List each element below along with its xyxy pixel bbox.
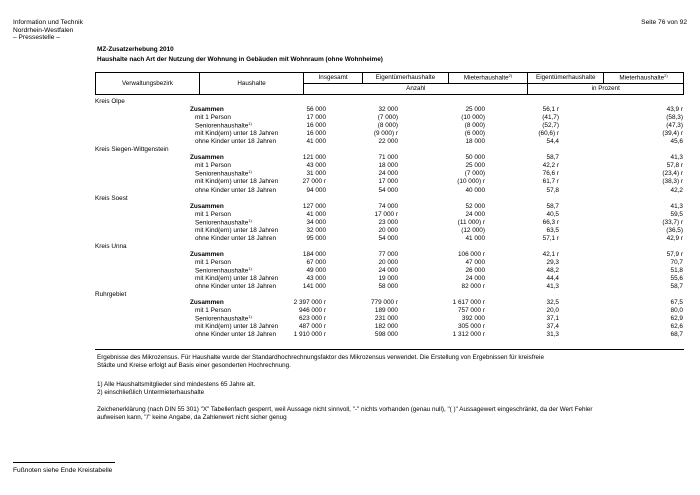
cell-value: (7 000) (377, 114, 398, 122)
cell-value: 66,3 r (542, 218, 559, 226)
cell-value: 24 000 (465, 210, 485, 218)
cell-value: 16 000 (306, 130, 326, 138)
table-title: Haushalte nach Art der Nutzung der Wohnung in Gebäuden mit Wohnraum (ohne Wohnheime) (97, 56, 383, 63)
region-row (95, 243, 684, 251)
region-name: Kreis Olpe (95, 98, 125, 105)
cell-value: 141 000 (302, 283, 326, 291)
cell-value: (10 000) r (457, 178, 485, 186)
cell-value: 31 000 (306, 170, 326, 178)
table-row (95, 162, 684, 170)
region-name: Kreis Unna (95, 242, 127, 250)
cell-value: 47 000 (465, 258, 485, 266)
table-row (95, 331, 684, 339)
cell-value: 57,8 (546, 186, 559, 194)
cell-value: 54 000 (378, 234, 398, 242)
table-row (95, 267, 684, 275)
source-note (97, 354, 544, 370)
col-header-household: Haushalte (200, 73, 304, 95)
table-row (95, 106, 684, 114)
cell-value: 95 000 (306, 234, 326, 242)
footnote-2: 2) einschließlich Untermieterhaushalte (97, 389, 205, 396)
cell-value: 41 000 (306, 138, 326, 146)
cell-value: 57,1 r (542, 234, 559, 242)
cell-value: 20,0 (546, 307, 559, 315)
table-row (95, 251, 684, 259)
household-type-label: ohne Kinder unter 18 Jahren (195, 138, 277, 146)
cell-value: 24 000 (465, 275, 485, 283)
cell-value: 42,1 r (542, 250, 559, 258)
cell-value: 18 000 (378, 162, 398, 170)
cell-value: 17 000 (378, 178, 398, 186)
cell-value: 189 000 (374, 307, 398, 315)
cell-value: 77 000 (378, 250, 398, 258)
table-row (95, 323, 684, 331)
cell-value: 779 000 r (370, 299, 398, 307)
cell-value: (41,7) (542, 114, 559, 122)
household-type-label: Seniorenhaushalte$^{1)}$ (195, 314, 252, 323)
cell-value: (6 000) (464, 130, 485, 138)
table-row (95, 154, 684, 162)
cell-value: 41,3 (546, 283, 559, 291)
cell-value: 34 000 (306, 218, 326, 226)
cell-value: (7 000) (464, 170, 485, 178)
col-header-region: Verwaltungsbezirk (96, 73, 200, 95)
cell-value: 67 000 (306, 258, 326, 266)
region-row (95, 291, 684, 299)
cell-value: (10 000) (461, 114, 485, 122)
cell-value: (60,6) r (538, 130, 559, 138)
region-row (95, 98, 684, 106)
cell-value: 45,6 (670, 138, 683, 146)
cell-value: 623 000 r (298, 315, 326, 323)
table-row (95, 170, 684, 178)
household-type-label: Zusammen (190, 106, 224, 114)
cell-value: 62,9 (670, 315, 683, 323)
cell-value: 63,5 (546, 226, 559, 234)
household-type-label: Seniorenhaushalte$^{1)}$ (195, 169, 252, 178)
household-type-label: mit Kind(ern) unter 18 Jahren (195, 323, 279, 331)
cell-value: 43,9 r (666, 106, 683, 114)
table-row (95, 315, 684, 323)
cell-value: (33,7) r (662, 218, 683, 226)
household-type-label: mit Kind(ern) unter 18 Jahren (195, 226, 279, 234)
household-type-label: Zusammen (190, 299, 224, 307)
cell-value: (23,4) r (662, 170, 683, 178)
cell-value: 76,6 r (542, 170, 559, 178)
cell-value: 757 000 r (457, 307, 485, 315)
cell-value: (36,5) (666, 226, 683, 234)
household-type-label: mit Kind(ern) unter 18 Jahren (195, 178, 279, 186)
cell-value: 25 000 (465, 162, 485, 170)
household-type-label: ohne Kinder unter 18 Jahren (195, 186, 277, 194)
unit-percent: in Prozent (528, 84, 684, 95)
survey-title: MZ-Zusatzerhebung 2010 (97, 46, 174, 53)
cell-value: 58 000 (378, 283, 398, 291)
cell-value: 392 000 (461, 315, 485, 323)
cell-value: 24 000 (378, 170, 398, 178)
col-header-owner-pct: Eigentümerhaushalte (528, 73, 604, 84)
source-note-line-2: Städte und Kreise erfolgt auf Basis einer gesonderten Hochrechnung. (97, 362, 291, 369)
cell-value: 42,2 (670, 186, 683, 194)
cell-value: 67,5 (670, 299, 683, 307)
table-row (95, 122, 684, 130)
cell-value: (39,4) r (662, 130, 683, 138)
cell-value: 946 000 r (298, 307, 326, 315)
unit-count: Anzahl (304, 84, 528, 95)
household-type-label: ohne Kinder unter 18 Jahren (195, 234, 277, 242)
col-header-tenant-pct: Mieterhaushalte$^{2)}$ (604, 73, 684, 84)
cell-value: 55,6 (670, 275, 683, 283)
region-name: Kreis Soest (95, 194, 128, 202)
table-row (95, 283, 684, 291)
cell-value: (47,3) (666, 122, 683, 130)
table-body (95, 98, 684, 339)
table-row (95, 138, 684, 146)
cell-value: (8 000) (377, 122, 398, 130)
household-type-label: Zusammen (190, 154, 224, 162)
table-row (95, 259, 684, 267)
cell-value: 57,8 r (666, 162, 683, 170)
household-type-label: Seniorenhaushalte$^{1)}$ (195, 121, 252, 130)
cell-value: 54 000 (378, 186, 398, 194)
footnotes (97, 381, 255, 397)
region-row (95, 195, 684, 203)
source-note-line-1: Ergebnisse des Mikrozensus. Für Haushalte wurde der Standardhochrechnungsfaktor des Mikrozensus verwendet. Die Erstellung von Ergebnissen für kreisfreie (97, 354, 544, 361)
cell-value: 57,9 r (666, 250, 683, 258)
footnote-1: 1) Alle Haushaltsmitglieder sind mindestens 65 Jahre alt. (97, 381, 256, 388)
cell-value: 1 312 000 r (452, 331, 485, 339)
symbol-legend-line-2: aufweisen kann, "/" keine Angabe, da Zahlenwert nicht sicher genug (97, 414, 287, 421)
cell-value: 37,4 (546, 323, 559, 331)
cell-value: 68,7 (670, 331, 683, 339)
cell-value: 48,2 (546, 266, 559, 274)
cell-value: 25 000 (465, 106, 485, 114)
col-header-tenant: Mieterhaushalte$^{2)}$ (448, 73, 528, 84)
cell-value: 32 000 (306, 226, 326, 234)
cell-value: 23 000 (378, 218, 398, 226)
cell-value: 305 000 r (457, 323, 485, 331)
footer-note: Fußnoten siehe Ende Kreistabelle (13, 467, 113, 474)
table-bottom-rule (95, 349, 684, 350)
cell-value: 17 000 (306, 114, 326, 122)
cell-value: 37,1 (546, 315, 559, 323)
cell-value: 42,2 r (542, 162, 559, 170)
cell-value: 41 000 (306, 210, 326, 218)
page-number: Seite 76 von 92 (641, 19, 687, 26)
cell-value: 231 000 (374, 315, 398, 323)
cell-value: 62,6 (670, 323, 683, 331)
cell-value: 58,7 (546, 202, 559, 210)
cell-value: 58,7 (670, 283, 683, 291)
cell-value: 24 000 (378, 266, 398, 274)
household-type-label: Seniorenhaushalte$^{1)}$ (195, 265, 252, 275)
symbol-legend (97, 406, 593, 422)
cell-value: 19 000 (378, 275, 398, 283)
cell-value: 20 000 (378, 226, 398, 234)
household-type-label: Zusammen (190, 250, 224, 258)
cell-value: (38,3) r (662, 178, 683, 186)
household-type-label: Seniorenhaushalte$^{1)}$ (195, 217, 252, 227)
cell-value: 32 000 (378, 106, 398, 114)
cell-value: 52 000 (465, 202, 485, 210)
table-row (95, 307, 684, 315)
cell-value: (58,3) (666, 114, 683, 122)
cell-value: 127 000 (302, 202, 326, 210)
table-row (95, 187, 684, 195)
household-type-label: mit Kind(ern) unter 18 Jahren (195, 275, 279, 283)
cell-value: 27 000 r (302, 178, 326, 186)
cell-value: 82 000 r (461, 283, 485, 291)
cell-value: 121 000 (302, 154, 326, 162)
cell-value: 487 000 r (298, 323, 326, 331)
cell-value: 94 000 (306, 186, 326, 194)
cell-value: 56,1 r (542, 106, 559, 114)
table-row (95, 114, 684, 122)
cell-value: 1 910 000 r (293, 331, 326, 339)
cell-value: 44,4 (546, 275, 559, 283)
cell-value: 41,3 (670, 202, 683, 210)
household-type-label: ohne Kinder unter 18 Jahren (195, 331, 277, 339)
cell-value: 61,7 r (542, 178, 559, 186)
cell-value: 16 000 (306, 122, 326, 130)
symbol-legend-line-1: Zeichenerklärung (nach DIN 55 301) "X" Tabellenfach gesperrt, weil Aussage nicht sinnvoll, "-" nichts vorhanden (genau null), "( )" Aussagewert eingeschränkt, da der Wert Fehler (97, 406, 593, 413)
cell-value: (12 000) (461, 226, 485, 234)
table-row (95, 275, 684, 283)
cell-value: 59,5 (670, 210, 683, 218)
cell-value: 58,7 (546, 154, 559, 162)
cell-value: 40 000 (465, 186, 485, 194)
household-type-label: mit 1 Person (195, 307, 231, 315)
cell-value: 31,3 (546, 331, 559, 339)
cell-value: 43 000 (306, 162, 326, 170)
household-type-label: ohne Kinder unter 18 Jahren (195, 283, 277, 291)
cell-value: 49 000 (306, 266, 326, 274)
cell-value: 43 000 (306, 275, 326, 283)
household-type-label: mit 1 Person (195, 258, 231, 266)
cell-value: 1 617 000 r (452, 299, 485, 307)
region-name: Ruhrgebiet (95, 291, 127, 299)
cell-value: 17 000 r (374, 210, 398, 218)
cell-value: 51,8 (670, 266, 683, 274)
table-row (95, 203, 684, 211)
table-row (95, 219, 684, 227)
table-row (95, 178, 684, 186)
organisation-header (13, 19, 83, 42)
household-type-label: Zusammen (190, 202, 224, 210)
cell-value: (52,7) (542, 122, 559, 130)
cell-value: (8 000) (464, 122, 485, 130)
cell-value: 71 000 (378, 154, 398, 162)
cell-value: 182 000 (374, 323, 398, 331)
cell-value: 18 000 (465, 138, 485, 146)
table-row (95, 130, 684, 138)
cell-value: 74 000 (378, 202, 398, 210)
org-line-1: Information und Technik (13, 19, 83, 26)
region-name: Kreis Siegen-Wittgenstein (95, 146, 169, 154)
cell-value: 184 000 (302, 250, 326, 258)
cell-value: 598 000 (374, 331, 398, 339)
cell-value: 40,5 (546, 210, 559, 218)
table-row (95, 211, 684, 219)
cell-value: 42,9 r (666, 234, 683, 242)
cell-value: 50 000 (465, 154, 485, 162)
table-row (95, 227, 684, 235)
cell-value: 56 000 (306, 106, 326, 114)
col-header-owner: Eigentümerhaushalte (363, 73, 448, 84)
cell-value: 54,4 (546, 138, 559, 146)
cell-value: 41,3 (670, 154, 683, 162)
cell-value: 106 000 r (457, 250, 485, 258)
cell-value: 32,5 (546, 299, 559, 307)
table-row (95, 235, 684, 243)
org-line-3: – Pressestelle – (13, 34, 60, 42)
cell-value: 70,7 (670, 258, 683, 266)
cell-value: 20 000 (378, 258, 398, 266)
cell-value: 80,0 (670, 307, 683, 315)
cell-value: (11 000) r (457, 218, 485, 226)
cell-value: 29,3 (546, 258, 559, 266)
cell-value: 22 000 (378, 138, 398, 146)
household-type-label: mit 1 Person (195, 162, 231, 170)
table-header (95, 72, 684, 95)
org-line-2: Nordrhein-Westfalen (13, 26, 74, 34)
household-type-label: mit 1 Person (195, 210, 231, 218)
footer-rule (13, 462, 115, 463)
cell-value: (9 000) r (373, 130, 398, 138)
cell-value: 2 397 000 r (293, 299, 326, 307)
table-row (95, 299, 684, 307)
cell-value: 26 000 (465, 266, 485, 274)
household-type-label: mit 1 Person (195, 114, 231, 122)
cell-value: 41 000 (465, 234, 485, 242)
col-header-total: Insgesamt (304, 73, 363, 84)
region-row (95, 146, 684, 154)
household-type-label: mit Kind(ern) unter 18 Jahren (195, 130, 279, 138)
